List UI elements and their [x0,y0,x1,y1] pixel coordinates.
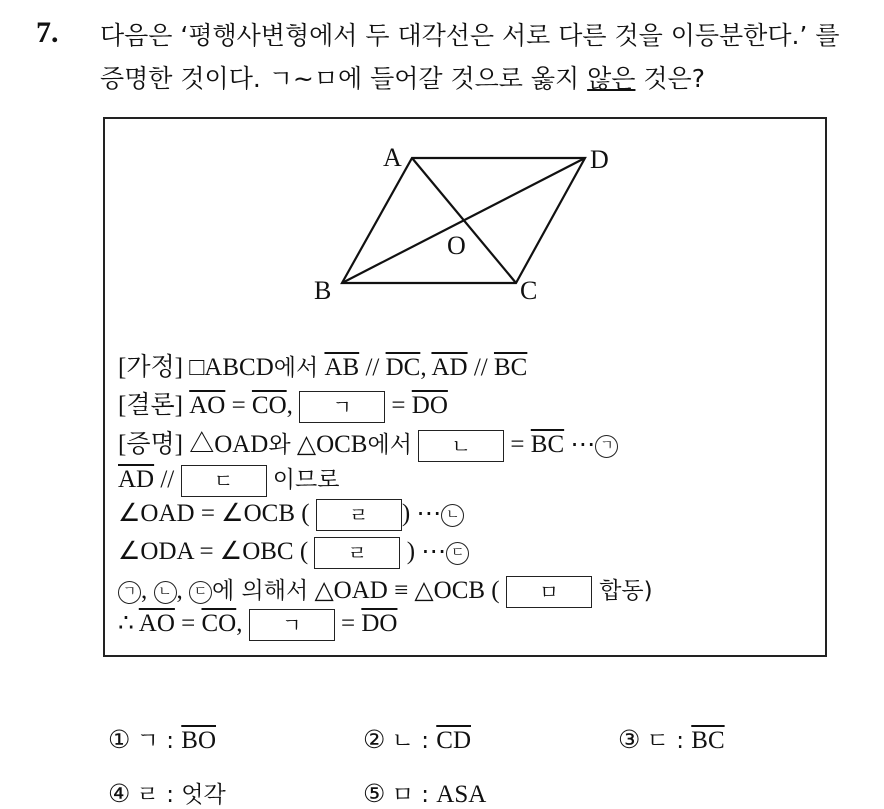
circled-3: ㄷ [189,581,212,604]
blank-d-2: ㄹ [314,537,400,569]
choice-5[interactable]: ⑤ ㅁ : ASA [363,781,487,808]
proof-line-proof: [증명] △OAD와 △OCB에서 ㄴ = $\overline{BC}$ ⋯ ㄱ [118,424,618,462]
blank-e: ㅁ [506,576,592,608]
label-c: C [520,276,538,305]
stem-line-1: 다음은 ‘평행사변형에서 두 대각선은 서로 다른 것을 이등분한다.’ 를 [100,21,840,50]
blank-b: ㄴ [418,430,504,462]
diagonal-bd [342,158,585,283]
stem-text: 증명한 것이다. ㄱ~ㅁ에 들어갈 것으로 옳지 [100,64,588,93]
label-a: A [383,143,402,172]
proof-line-conclusion: [결론] $\overline{AO} = \overline{CO}$, ㄱ = $\overline{DO}$ [118,385,448,423]
label-b: B [314,276,332,305]
blank-a: ㄱ [299,391,385,423]
stem-line-2 [100,57,870,100]
choice-1[interactable]: ① ㄱ : $\overline{BO}$ [108,727,216,754]
blank-a-2: ㄱ [249,609,335,641]
proof-line-hypothesis: [가정] □ABCD에서 $\overline{AB} // \overline{DC}$, $\overline{AD} // \overline{BC}$ [118,354,528,381]
proof-line-therefore: ∴ $\overline{AO} = \overline{CO}$, ㄱ = $\overline{DO}$ [118,608,397,641]
blank-c: ㄷ [181,465,267,497]
choice-3[interactable]: ③ ㄷ : $\overline{BC}$ [618,727,725,754]
circled-1: ㄱ [118,581,141,604]
problem-stem [100,14,870,100]
label-d: D [590,145,609,174]
stem-text: 것은? [635,64,705,93]
proof-line-angle-2: ∠ODA = ∠OBC ( ㄹ ) ⋯ ㄷ [118,536,469,569]
circled-2: ㄴ [441,504,464,527]
circled-3: ㄷ [446,542,469,565]
choice-4[interactable]: ④ ㄹ : 엇각 [108,781,226,808]
choice-2[interactable]: ② ㄴ : $\overline{CD}$ [363,727,471,754]
proof-line-congruence: ㄱ , ㄴ , ㄷ 에 의해서 △OAD ≡ △OCB ( ㅁ 합동) [118,572,653,608]
label-o: O [447,231,466,260]
blank-d-1: ㄹ [316,499,402,531]
parallelogram-figure [300,130,630,310]
circled-2: ㄴ [154,581,177,604]
problem-number: 7. [36,16,59,49]
stem-underlined: 않은 [587,64,636,93]
proof-line-angle-1: ∠OAD = ∠OCB ( ㄹ ) ⋯ ㄴ [118,498,464,531]
circled-1: ㄱ [595,435,618,458]
proof-line-parallel: $\overline{AD}$ // ㄷ 이므로 [118,461,339,497]
